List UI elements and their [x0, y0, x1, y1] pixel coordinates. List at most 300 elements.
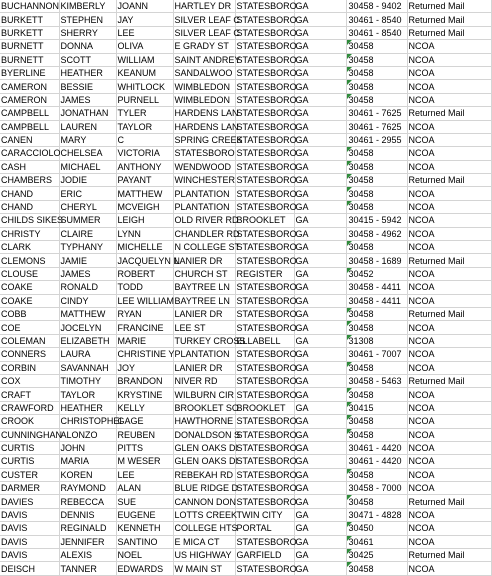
address-cell[interactable]: SPRING CREEK	[174, 135, 243, 146]
status-cell[interactable]: NCOA	[407, 160, 491, 173]
status-cell[interactable]: NCOA	[407, 53, 491, 66]
middle-name-cell[interactable]: MATTHEW	[116, 187, 173, 200]
city-cell[interactable]: STATESBORO	[236, 1, 297, 12]
state-cell[interactable]: GA	[294, 0, 346, 13]
zip-cell[interactable]: 30415	[346, 401, 407, 414]
middle-name-cell[interactable]: LEE	[116, 26, 173, 39]
last-name-cell[interactable]: CONNERS	[0, 348, 59, 361]
address-cell[interactable]: WENDWOOD	[173, 160, 235, 173]
first-name-cell[interactable]: ALONZO	[59, 428, 116, 441]
status-cell[interactable]: NCOA	[407, 562, 491, 575]
middle-name-cell[interactable]: ALAN	[116, 482, 173, 495]
middle-name-cell[interactable]: OLIVA	[116, 40, 173, 53]
last-name-cell[interactable]: BURNETT	[0, 40, 59, 53]
first-name-cell[interactable]: HEATHER	[59, 66, 116, 79]
middle-name-cell[interactable]: PAYANT	[116, 174, 173, 187]
city-cell[interactable]: STATESBORO	[236, 81, 297, 92]
zip-cell[interactable]: 30458	[346, 174, 407, 187]
status-cell[interactable]: NCOA	[407, 321, 491, 334]
last-name-cell[interactable]: CROOK	[0, 415, 59, 428]
middle-name-cell[interactable]: SANTINO	[116, 535, 173, 548]
zip-cell[interactable]: 30458 - 4962	[346, 227, 407, 240]
address-cell[interactable]: COLLEGE HTS	[174, 523, 238, 534]
middle-name-cell[interactable]: SUE	[116, 495, 173, 508]
first-name-cell[interactable]: KOREN	[59, 468, 116, 481]
status-cell[interactable]: NCOA	[407, 334, 491, 347]
middle-name-cell[interactable]: KENNETH	[116, 522, 173, 535]
zip-cell[interactable]: 30458	[346, 66, 407, 79]
zip-cell[interactable]: 30461 - 8540	[346, 13, 407, 26]
middle-name-cell[interactable]: C	[116, 133, 173, 146]
state-cell[interactable]: GA	[294, 428, 346, 441]
first-name-cell[interactable]: RONALD	[59, 281, 116, 294]
address-cell[interactable]: HARDENS LAN	[174, 108, 239, 119]
middle-name-cell[interactable]: REUBEN	[116, 428, 173, 441]
middle-name-cell[interactable]: TODD	[116, 281, 173, 294]
status-cell[interactable]: NCOA	[407, 147, 491, 160]
middle-name-cell[interactable]: PITTS	[116, 441, 173, 454]
first-name-cell[interactable]: ERIC	[59, 187, 116, 200]
last-name-cell[interactable]: CRAFT	[0, 388, 59, 401]
address-cell[interactable]: GLEN OAKS DI	[174, 456, 239, 467]
state-cell[interactable]: GA	[294, 26, 346, 39]
state-cell[interactable]: GA	[294, 508, 346, 521]
first-name-cell[interactable]: JAMES	[59, 267, 116, 280]
zip-cell[interactable]: 30458	[346, 428, 407, 441]
city-cell[interactable]: STATESBORO	[236, 376, 297, 387]
status-cell[interactable]: NCOA	[407, 214, 491, 227]
first-name-cell[interactable]: TANNER	[59, 562, 116, 575]
first-name-cell[interactable]: ALEXIS	[59, 549, 116, 562]
first-name-cell[interactable]: MARIA	[59, 455, 116, 468]
city-cell[interactable]: STATESBORO	[236, 188, 297, 199]
zip-cell[interactable]: 30461 - 2955	[346, 133, 407, 146]
status-cell[interactable]: NCOA	[407, 187, 491, 200]
city-cell[interactable]: STATESBORO	[236, 41, 297, 52]
first-name-cell[interactable]: TIMOTHY	[59, 374, 116, 387]
city-cell[interactable]: STATESBORO	[236, 282, 297, 293]
middle-name-cell[interactable]: GAGE	[116, 415, 173, 428]
city-cell[interactable]: STATESBORO	[236, 322, 297, 333]
address-cell[interactable]: LOTTS CREEK	[174, 510, 238, 521]
last-name-cell[interactable]: DAVIES	[0, 495, 59, 508]
address-cell[interactable]: WIMBLEDON	[173, 93, 235, 106]
first-name-cell[interactable]: RAYMOND	[59, 482, 116, 495]
address-cell[interactable]: BLUE RIDGE D	[174, 483, 239, 494]
first-name-cell[interactable]: DONNA	[59, 40, 116, 53]
city-cell[interactable]: STATESBORO	[236, 135, 297, 146]
first-name-cell[interactable]: SUMMER	[59, 214, 116, 227]
first-name-cell[interactable]: ELIZABETH	[59, 334, 116, 347]
state-cell[interactable]: GA	[294, 40, 346, 53]
status-cell[interactable]: NCOA	[407, 120, 491, 133]
state-cell[interactable]: GA	[294, 549, 346, 562]
city-cell[interactable]: STATESBORO	[236, 148, 297, 159]
state-cell[interactable]: GA	[294, 348, 346, 361]
first-name-cell[interactable]: SAVANNAH	[59, 361, 116, 374]
zip-cell[interactable]: 30458	[346, 160, 407, 173]
address-cell[interactable]: BAYTREE LN	[173, 294, 235, 307]
address-cell[interactable]: E GRADY ST	[173, 40, 235, 53]
zip-cell[interactable]: 30458	[346, 307, 407, 320]
state-cell[interactable]: GA	[294, 147, 346, 160]
status-cell[interactable]: Returned Mail	[407, 307, 491, 320]
middle-name-cell[interactable]: JOY	[116, 361, 173, 374]
first-name-cell[interactable]: CLAIRE	[59, 227, 116, 240]
city-cell[interactable]: STATESBORO	[236, 483, 297, 494]
last-name-cell[interactable]: COAKE	[0, 294, 59, 307]
address-cell[interactable]: WILBURN CIR	[174, 389, 235, 400]
first-name-cell[interactable]: HEATHER	[59, 401, 116, 414]
first-name-cell[interactable]: LAUREN	[59, 120, 116, 133]
last-name-cell[interactable]: COLEMAN	[0, 334, 59, 347]
zip-cell[interactable]: 30458	[346, 415, 407, 428]
city-cell[interactable]: STATESBORO	[236, 202, 297, 213]
middle-name-cell[interactable]: M WESER	[116, 455, 173, 468]
city-cell[interactable]: STATESBORO	[236, 443, 297, 454]
zip-cell[interactable]: 30458	[346, 495, 407, 508]
city-cell[interactable]: STATESBORO	[236, 429, 297, 440]
state-cell[interactable]: GA	[294, 562, 346, 575]
middle-name-cell[interactable]: TYLER	[116, 107, 173, 120]
state-cell[interactable]: GA	[294, 13, 346, 26]
state-cell[interactable]: GA	[294, 160, 346, 173]
middle-name-cell[interactable]: PURNELL	[116, 93, 173, 106]
city-cell[interactable]: STATESBORO	[236, 175, 297, 186]
state-cell[interactable]: GA	[294, 374, 346, 387]
last-name-cell[interactable]: CHAND	[0, 200, 59, 213]
address-cell[interactable]: BROOKLET SO	[174, 402, 239, 413]
city-cell[interactable]: STATESBORO	[236, 255, 297, 266]
address-cell[interactable]: OLD RIVER RD	[174, 215, 239, 226]
status-cell[interactable]: NCOA	[407, 241, 491, 254]
address-cell[interactable]: DONALDSON S	[174, 429, 241, 440]
state-cell[interactable]: GA	[294, 522, 346, 535]
address-cell[interactable]: CANNON DON	[174, 496, 237, 507]
status-cell[interactable]: NCOA	[407, 227, 491, 240]
middle-name-cell[interactable]: RYAN	[116, 307, 173, 320]
state-cell[interactable]: GA	[294, 214, 346, 227]
address-cell[interactable]: CHANDLER RD	[174, 228, 240, 239]
zip-cell[interactable]: 30458	[346, 321, 407, 334]
address-cell[interactable]: W MAIN ST	[173, 562, 235, 575]
middle-name-cell[interactable]: CHRISTINE Y	[117, 349, 175, 360]
status-cell[interactable]: NCOA	[407, 455, 491, 468]
address-cell[interactable]: LANIER DR	[173, 307, 235, 320]
status-cell[interactable]: NCOA	[407, 93, 491, 106]
state-cell[interactable]: GA	[294, 441, 346, 454]
last-name-cell[interactable]: CORBIN	[0, 361, 59, 374]
last-name-cell[interactable]: COAKE	[0, 281, 59, 294]
address-cell[interactable]: LANIER DR	[173, 361, 235, 374]
state-cell[interactable]: GA	[294, 307, 346, 320]
last-name-cell[interactable]: CASH	[0, 160, 59, 173]
middle-name-cell[interactable]: JAY	[116, 13, 173, 26]
state-cell[interactable]: GA	[294, 535, 346, 548]
status-cell[interactable]: NCOA	[407, 482, 491, 495]
city-cell[interactable]: STATESBORO	[236, 362, 297, 373]
status-cell[interactable]: NCOA	[407, 267, 491, 280]
address-cell[interactable]: REBEKAH RD	[174, 469, 234, 480]
first-name-cell[interactable]: SHERRY	[59, 26, 116, 39]
last-name-cell[interactable]: CHRISTY	[0, 227, 59, 240]
middle-name-cell[interactable]: LEE	[116, 468, 173, 481]
state-cell[interactable]: GA	[294, 120, 346, 133]
city-cell[interactable]: STATESBORO	[236, 242, 297, 253]
middle-name-cell[interactable]: MCVEIGH	[116, 200, 173, 213]
first-name-cell[interactable]: JENNIFER	[59, 535, 116, 548]
middle-name-cell[interactable]: MARIE	[116, 334, 173, 347]
state-cell[interactable]: GA	[294, 495, 346, 508]
state-cell[interactable]: GA	[294, 482, 346, 495]
zip-cell[interactable]: 30458	[346, 93, 407, 106]
zip-cell[interactable]: 30458 - 1689	[346, 254, 407, 267]
zip-cell[interactable]: 30471 - 4828	[346, 508, 407, 521]
zip-cell[interactable]: 30458	[346, 53, 407, 66]
zip-cell[interactable]: 30458	[346, 80, 407, 93]
status-cell[interactable]: NCOA	[407, 508, 491, 521]
address-cell[interactable]: US HIGHWAY	[173, 549, 235, 562]
zip-cell[interactable]: 30458	[346, 241, 407, 254]
first-name-cell[interactable]: MARY	[59, 133, 116, 146]
last-name-cell[interactable]: BURNETT	[0, 53, 59, 66]
first-name-cell[interactable]: JAMES	[59, 93, 116, 106]
status-cell[interactable]: Returned Mail	[407, 174, 491, 187]
city-cell[interactable]: REGISTER	[235, 267, 294, 280]
state-cell[interactable]: GA	[294, 321, 346, 334]
last-name-cell[interactable]: CHAMBERS	[0, 174, 59, 187]
last-name-cell[interactable]: CRAWFORD	[0, 401, 59, 414]
zip-cell[interactable]: 30461 - 7007	[346, 348, 407, 361]
address-cell[interactable]: HARTLEY DR	[173, 0, 235, 13]
first-name-cell[interactable]: JONATHAN	[59, 107, 116, 120]
state-cell[interactable]: GA	[294, 174, 346, 187]
zip-cell[interactable]: 30458	[346, 147, 407, 160]
city-cell[interactable]: PORTAL	[235, 522, 294, 535]
state-cell[interactable]: GA	[294, 334, 346, 347]
status-cell[interactable]: NCOA	[407, 441, 491, 454]
city-cell[interactable]: BROOKLET	[235, 401, 294, 414]
first-name-cell[interactable]: MATTHEW	[59, 307, 116, 320]
middle-name-cell[interactable]: JACQUELYN N	[117, 255, 180, 266]
last-name-cell[interactable]: CURTIS	[0, 455, 59, 468]
zip-cell[interactable]: 30461 - 4420	[346, 455, 407, 468]
status-cell[interactable]: Returned Mail	[407, 13, 491, 26]
address-cell[interactable]: PLANTATION	[173, 187, 235, 200]
zip-cell[interactable]: 30458 - 7000	[346, 482, 407, 495]
middle-name-cell[interactable]: LYNN	[116, 227, 173, 240]
state-cell[interactable]: GA	[294, 200, 346, 213]
state-cell[interactable]: GA	[294, 455, 346, 468]
city-cell[interactable]: STATESBORO	[236, 295, 297, 306]
address-cell[interactable]: HARDENS LAN	[174, 121, 239, 132]
state-cell[interactable]: GA	[294, 294, 346, 307]
city-cell[interactable]: STATESBORO	[236, 108, 297, 119]
state-cell[interactable]: GA	[294, 388, 346, 401]
last-name-cell[interactable]: CHILDS SIKES	[1, 215, 64, 226]
address-cell[interactable]: WIMBLEDON	[173, 80, 235, 93]
first-name-cell[interactable]: STEPHEN	[59, 13, 116, 26]
address-cell[interactable]: PLANTATION	[173, 200, 235, 213]
city-cell[interactable]: TWIN CITY	[235, 508, 294, 521]
city-cell[interactable]: STATESBORO	[236, 349, 297, 360]
city-cell[interactable]: STATESBORO	[236, 27, 297, 38]
last-name-cell[interactable]: BURKETT	[0, 26, 59, 39]
zip-cell[interactable]: 30461 - 8540	[346, 26, 407, 39]
status-cell[interactable]: NCOA	[407, 80, 491, 93]
middle-name-cell[interactable]: KELLY	[116, 401, 173, 414]
zip-cell[interactable]: 30458	[346, 361, 407, 374]
status-cell[interactable]: Returned Mail	[407, 26, 491, 39]
status-cell[interactable]: NCOA	[407, 428, 491, 441]
zip-cell[interactable]: 30458 - 9402	[346, 0, 407, 13]
last-name-cell[interactable]: CLARK	[0, 241, 59, 254]
middle-name-cell[interactable]: LEIGH	[116, 214, 173, 227]
middle-name-cell[interactable]: EDWARDS	[116, 562, 173, 575]
last-name-cell[interactable]: DEISCH	[0, 562, 59, 575]
zip-cell[interactable]: 30458	[346, 468, 407, 481]
first-name-cell[interactable]: JAMIE	[59, 254, 116, 267]
last-name-cell[interactable]: DAVIS	[0, 535, 59, 548]
first-name-cell[interactable]: TYPHANY	[59, 241, 116, 254]
address-cell[interactable]: TURKEY CROSS	[174, 335, 246, 346]
status-cell[interactable]: NCOA	[407, 200, 491, 213]
first-name-cell[interactable]: SCOTT	[59, 53, 116, 66]
address-cell[interactable]: WINCHESTER	[174, 175, 235, 186]
status-cell[interactable]: NCOA	[407, 361, 491, 374]
first-name-cell[interactable]: LAURA	[59, 348, 116, 361]
state-cell[interactable]: GA	[294, 254, 346, 267]
address-cell[interactable]: GLEN OAKS DI	[174, 443, 239, 454]
city-cell[interactable]: STATESBORO	[236, 14, 297, 25]
first-name-cell[interactable]: KIMBERLY	[59, 0, 116, 13]
address-cell[interactable]: NIVER RD	[173, 374, 235, 387]
first-name-cell[interactable]: REGINALD	[59, 522, 116, 535]
zip-cell[interactable]: 30458 - 4411	[346, 281, 407, 294]
status-cell[interactable]: NCOA	[407, 468, 491, 481]
city-cell[interactable]: STATESBORO	[236, 496, 297, 507]
first-name-cell[interactable]: JOHN	[59, 441, 116, 454]
state-cell[interactable]: GA	[294, 66, 346, 79]
zip-cell[interactable]: 30458	[346, 388, 407, 401]
last-name-cell[interactable]: DARMER	[0, 482, 59, 495]
status-cell[interactable]: NCOA	[407, 294, 491, 307]
status-cell[interactable]: Returned Mail	[407, 549, 491, 562]
city-cell[interactable]: STATESBORO	[236, 228, 297, 239]
city-cell[interactable]: STATESBORO	[236, 121, 297, 132]
last-name-cell[interactable]: DAVIS	[0, 522, 59, 535]
address-cell[interactable]: PLANTATION	[173, 348, 235, 361]
last-name-cell[interactable]: CLOUSE	[0, 267, 59, 280]
middle-name-cell[interactable]: WILLIAM	[116, 53, 173, 66]
status-cell[interactable]: NCOA	[407, 40, 491, 53]
first-name-cell[interactable]: CHELSEA	[59, 147, 116, 160]
status-cell[interactable]: NCOA	[407, 348, 491, 361]
address-cell[interactable]: CHURCH ST	[173, 267, 235, 280]
first-name-cell[interactable]: DENNIS	[59, 508, 116, 521]
city-cell[interactable]: BROOKLET	[235, 214, 294, 227]
first-name-cell[interactable]: TAYLOR	[59, 388, 116, 401]
city-cell[interactable]: STATESBORO	[236, 54, 297, 65]
last-name-cell[interactable]: CAMERON	[0, 93, 59, 106]
status-cell[interactable]: NCOA	[407, 535, 491, 548]
city-cell[interactable]: STATESBORO	[236, 161, 297, 172]
state-cell[interactable]: GA	[294, 80, 346, 93]
last-name-cell[interactable]: COX	[0, 374, 59, 387]
city-cell[interactable]: STATESBORO	[236, 389, 297, 400]
zip-cell[interactable]: 30415 - 5942	[346, 214, 407, 227]
state-cell[interactable]: GA	[294, 133, 346, 146]
state-cell[interactable]: GA	[294, 267, 346, 280]
middle-name-cell[interactable]: NOEL	[116, 549, 173, 562]
first-name-cell[interactable]: CHRISTOPHEI	[60, 416, 122, 427]
first-name-cell[interactable]: MICHAEL	[59, 160, 116, 173]
last-name-cell[interactable]: BYERLINE	[0, 66, 59, 79]
state-cell[interactable]: GA	[294, 227, 346, 240]
state-cell[interactable]: GA	[294, 281, 346, 294]
zip-cell[interactable]: 31308	[346, 334, 407, 347]
address-cell[interactable]: STATESBORO	[174, 148, 235, 159]
last-name-cell[interactable]: CURTIS	[0, 441, 59, 454]
middle-name-cell[interactable]: ANTHONY	[116, 160, 173, 173]
last-name-cell[interactable]: COBB	[0, 307, 59, 320]
middle-name-cell[interactable]: KEANUM	[116, 66, 173, 79]
middle-name-cell[interactable]: MICHELLE	[116, 241, 173, 254]
first-name-cell[interactable]: CHERYL	[59, 200, 116, 213]
status-cell[interactable]: NCOA	[407, 522, 491, 535]
zip-cell[interactable]: 30452	[346, 267, 407, 280]
state-cell[interactable]: GA	[294, 361, 346, 374]
first-name-cell[interactable]: BESSIE	[59, 80, 116, 93]
last-name-cell[interactable]: CUNNINGHAN	[1, 429, 63, 440]
zip-cell[interactable]: 30425	[346, 549, 407, 562]
last-name-cell[interactable]: CAMPBELL	[0, 107, 59, 120]
address-cell[interactable]: SAINT ANDREY	[174, 54, 241, 65]
city-cell[interactable]: STATESBORO	[236, 416, 297, 427]
state-cell[interactable]: GA	[294, 401, 346, 414]
last-name-cell[interactable]: CARACCIOLO	[1, 148, 61, 159]
middle-name-cell[interactable]: KRYSTINE	[116, 388, 173, 401]
zip-cell[interactable]: 30461 - 7625	[346, 120, 407, 133]
state-cell[interactable]: GA	[294, 187, 346, 200]
city-cell[interactable]: STATESBORO	[236, 456, 297, 467]
city-cell[interactable]: STATESBORO	[236, 94, 297, 105]
last-name-cell[interactable]: COE	[0, 321, 59, 334]
address-cell[interactable]: N COLLEGE ST	[174, 242, 241, 253]
first-name-cell[interactable]: REBECCA	[59, 495, 116, 508]
state-cell[interactable]: GA	[294, 107, 346, 120]
address-cell[interactable]: LEE ST	[173, 321, 235, 334]
zip-cell[interactable]: 30461 - 7625	[346, 107, 407, 120]
last-name-cell[interactable]: DAVIS	[0, 549, 59, 562]
address-cell[interactable]: BAYTREE LN	[173, 281, 235, 294]
first-name-cell[interactable]: CINDY	[59, 294, 116, 307]
zip-cell[interactable]: 30458	[346, 40, 407, 53]
first-name-cell[interactable]: JODIE	[59, 174, 116, 187]
middle-name-cell[interactable]: BRANDON	[116, 374, 173, 387]
last-name-cell[interactable]: CAMPBELL	[0, 120, 59, 133]
address-cell[interactable]: E MICA CT	[173, 535, 235, 548]
status-cell[interactable]: NCOA	[407, 415, 491, 428]
middle-name-cell[interactable]: VICTORIA	[116, 147, 173, 160]
city-cell[interactable]: STATESBORO	[236, 469, 297, 480]
status-cell[interactable]: NCOA	[407, 401, 491, 414]
middle-name-cell[interactable]: ROBERT	[116, 267, 173, 280]
city-cell[interactable]: STATESBORO	[236, 309, 297, 320]
status-cell[interactable]: NCOA	[407, 66, 491, 79]
first-name-cell[interactable]: JOCELYN	[59, 321, 116, 334]
last-name-cell[interactable]: CUSTER	[0, 468, 59, 481]
